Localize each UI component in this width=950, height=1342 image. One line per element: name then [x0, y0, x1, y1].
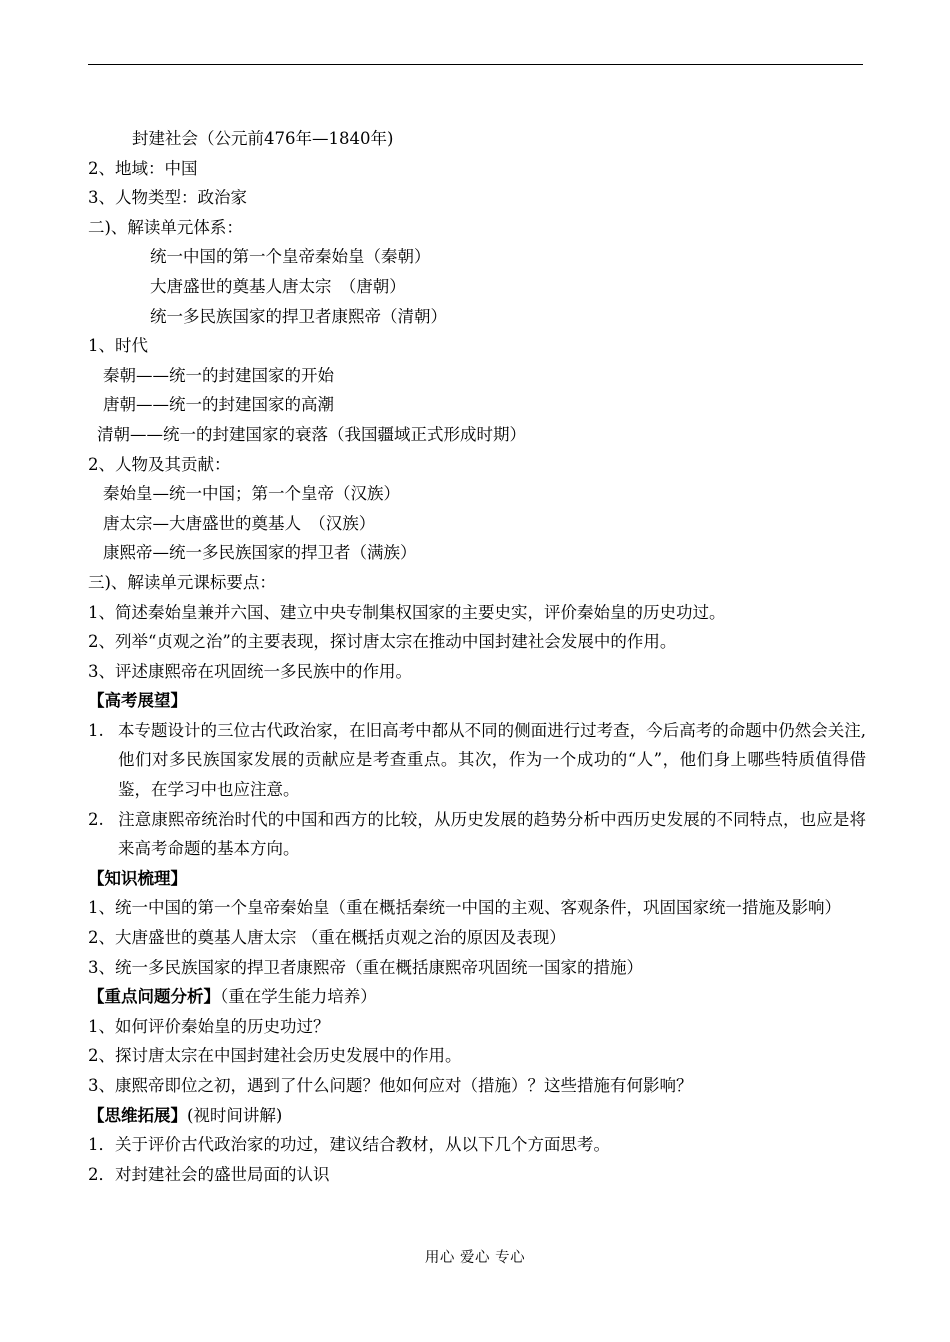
contribution-qing: 康熙帝—统一多民族国家的捍卫者（满族）: [103, 543, 417, 563]
region-line: 2、地域：中国: [88, 158, 198, 178]
knowledge-heading: 【知识梳理】: [88, 868, 187, 888]
contribution-heading: 2、人物及其贡献：: [88, 454, 231, 474]
standard-item-1: 1、简述秦始皇兼并六国、建立中央专制集权国家的主要史实，评价秦始皇的历史功过。: [88, 602, 726, 622]
gaokao-text-1: 本专题设计的三位古代政治家，在旧高考中都从不同的侧面进行过考查，今后高考的命题中仍然会关注,他们对多民族国家发展的贡献应是考查重点。其次，作为一个成功的“人”，他们身上哪些特质值得借鉴，在学习中也应注意。: [118, 720, 866, 800]
gaokao-paragraph-2: [88, 805, 866, 864]
analysis-item-1: 1、如何评价秦始皇的历史功过？: [88, 1016, 330, 1036]
thinking-heading-line: [88, 1101, 866, 1131]
analysis-heading-line: [88, 982, 866, 1012]
era-heading: 1、时代: [88, 336, 148, 356]
thinking-item-2: 2．对封建社会的盛世局面的认识: [88, 1164, 330, 1184]
analysis-note: （重在学生能力培养）: [220, 987, 377, 1007]
analysis-heading: 【重点问题分析】: [88, 987, 220, 1007]
standards-heading: 三)、解读单元课标要点：: [88, 572, 276, 592]
knowledge-item-3: 3、统一多民族国家的捍卫者康熙帝（重在概括康熙帝巩固统一国家的措施）: [88, 957, 643, 977]
page-footer: 用心 爱心 专心: [424, 1250, 526, 1266]
document-body: [88, 124, 866, 1189]
person-type-line: 3、人物类型：政治家: [88, 188, 247, 208]
era-tang: 唐朝——统一的封建国家的高潮: [103, 395, 334, 415]
gaokao-paragraph-1: [88, 716, 866, 805]
era-qing: 清朝——统一的封建国家的衰落（我国疆域正式形成时期）: [97, 424, 526, 444]
gaokao-num-2: 2.: [88, 809, 104, 829]
gaokao-heading: 【高考展望】: [88, 691, 187, 711]
era-line: 封建社会（公元前476年—1840年): [132, 129, 394, 148]
unit-system-heading: 二)、解读单元体系：: [88, 217, 243, 237]
gaokao-num-1: 1.: [88, 720, 104, 740]
thinking-heading: 【思维拓展】: [88, 1105, 187, 1125]
standard-item-3: 3、评述康熙帝在巩固统一多民族中的作用。: [88, 661, 412, 681]
knowledge-item-1: 1、统一中国的第一个皇帝秦始皇（重在概括秦统一中国的主观、客观条件，巩固国家统一措施及影响）: [88, 898, 841, 918]
standard-item-2: 2、列举“贞观之治”的主要表现，探讨唐太宗在推动中国封建社会发展中的作用。: [88, 632, 677, 652]
era-qin: 秦朝——统一的封建国家的开始: [103, 365, 334, 385]
gaokao-text-2: 注意康熙帝统治时代的中国和西方的比较，从历史发展的趋势分析中西历史发展的不同特点，也应是将来高考命题的基本方向。: [118, 809, 866, 859]
unit-item-qin: 统一中国的第一个皇帝秦始皇（秦朝）: [150, 247, 431, 267]
knowledge-item-2: 2、大唐盛世的奠基人唐太宗 （重在概括贞观之治的原因及表现）: [88, 928, 566, 948]
thinking-note: (视时间讲解): [187, 1105, 283, 1125]
analysis-item-3: 3、康熙帝即位之初，遇到了什么问题？他如何应对（措施）？这些措施有何影响？: [88, 1076, 693, 1095]
contribution-tang: 唐太宗—大唐盛世的奠基人 （汉族）: [103, 513, 376, 533]
unit-item-tang: 大唐盛世的奠基人唐太宗 （唐朝）: [150, 276, 406, 296]
contribution-qin: 秦始皇—统一中国；第一个皇帝（汉族）: [103, 484, 400, 504]
unit-item-qing: 统一多民族国家的捍卫者康熙帝（清朝）: [150, 306, 447, 326]
analysis-item-2: 2、探讨唐太宗在中国封建社会历史发展中的作用。: [88, 1046, 462, 1066]
header-rule: [88, 64, 863, 65]
thinking-item-1: 1．关于评价古代政治家的功过，建议结合教材，从以下几个方面思考。: [88, 1135, 610, 1155]
